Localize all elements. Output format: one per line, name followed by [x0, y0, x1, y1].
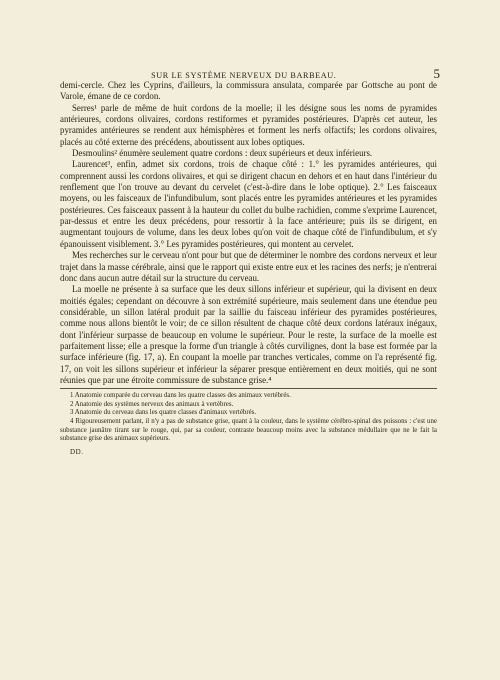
footnote: 1 Anatomie comparée du cerveau dans les quatre classes des animaux vertébrés. — [70, 392, 291, 400]
paragraph: Desmoulins² énumère seulement quatre cordons : deux supérieurs et deux inférieurs. — [72, 148, 373, 159]
footnote-divider — [60, 388, 437, 389]
signature-mark: DD. — [70, 447, 84, 456]
footnote: 4 Rigoureusement parlant, il n'y a pas de substance grise, quant à la couleur, dans le système cérébro-spinal des poissons : c'est une substance jaunâtre tirant sur le rouge, qui, par sa couleur, contraste beaucoup moins avec la substance médullaire que ne le fait la substance grise des animaux supérieurs. — [60, 418, 437, 443]
paragraph: La moelle ne présente à sa surface que les deux sillons inférieur et supérieur, qui la divisent en deux moitiés égales; cependant on découvre à son extrémité supérieure, mais seulement dans une étendue peu considérable, un sillon latéral produit par la saillie du faisceau inférieur des pyramides postérieures, comme nous allons bientôt le voir; de ce sillon résultent de chaque côté deux cordons latéraux inégaux, dont l'inférieur surpasse de beaucoup en volume le supérieur. Pour le reste, la surface de la moelle est parfaitement lisse; elle a presque la forme d'un triangle à côtés curvilignes, dont la base est formée par la surface inférieure (fig. 17, a). En coupant la moelle par tranches verticales, comme on l'a représenté fig. 17, on voit les sillons supérieur et inférieur la séparer presque entièrement en deux moitiés, qui ne sont réunies que par une étroite commissure de substance grise.⁴ — [60, 284, 437, 385]
paragraph: Serres¹ parle de même de huit cordons de la moelle; il les désigne sous les noms de pyramides antérieures, cordons olivaires, cordons restiformes et pyramides postérieures. D'après cet auteur, les pyramides antérieures se rendent aux hémisphères et forment les nerfs olfactifs; les cordons olivaires, placés au côté externe des précédens, aboutissent aux lobes optiques. — [60, 102, 437, 147]
footnote: 3 Anatomie du cerveau dans les quatre classes d'animaux vertébrés. — [70, 409, 257, 417]
paragraph: Mes recherches sur le cerveau n'ont pour but que de déterminer le nombre des cordons nerveux et leur trajet dans la masse cérébrale, ainsi que le rapport qui existe entre eux et les racines des nerfs; je n'entrerai donc dans aucun autre détail sur la structure du cerveau. — [60, 250, 437, 283]
footnote: 2 Anatomie des systèmes nerveux des animaux à vertèbres. — [70, 400, 234, 408]
page-number: 5 — [433, 66, 440, 81]
paragraph: Laurencet³, enfin, admet six cordons, trois de chaque côté : 1.° les pyramides antérieures, qui comprennent aussi les cordons olivaires, et qui se dirigent chacun en dehors et en haut dans l'intérieur du renflement que l'on trouve au devant du cervelet (c'est-à-dire dans le lobe optique). 2.° Les faisceaux moyens, ou les faisceaux de l'infundibulum, sont placés entre les pyramides antérieures et les pyramides postérieures. Ces faisceaux passent à la hauteur du collet du bulbe rachidien, comme s'exprime Laurencet, par-dessus et entre les deux précédens, pour ressortir à la face antérieure; puis ils se dirigent, en augmentant toujours de volume, dans les deux lobes qu'on voit de chaque côté de l'infundibulum, et s'y épanouissent visiblement. 3.° Les pyramides postérieures, qui montent au cervelet. — [60, 159, 437, 249]
body-text — [60, 80, 437, 456]
paragraph: demi-cercle. Chez les Cyprins, d'ailleurs, la commissura ansulata, comparée par Gottsche au pont de Varole, émane de ce cordon. — [60, 80, 437, 102]
running-title: SUR LE SYSTÈME NERVEUX DU BARBEAU. — [151, 71, 337, 80]
